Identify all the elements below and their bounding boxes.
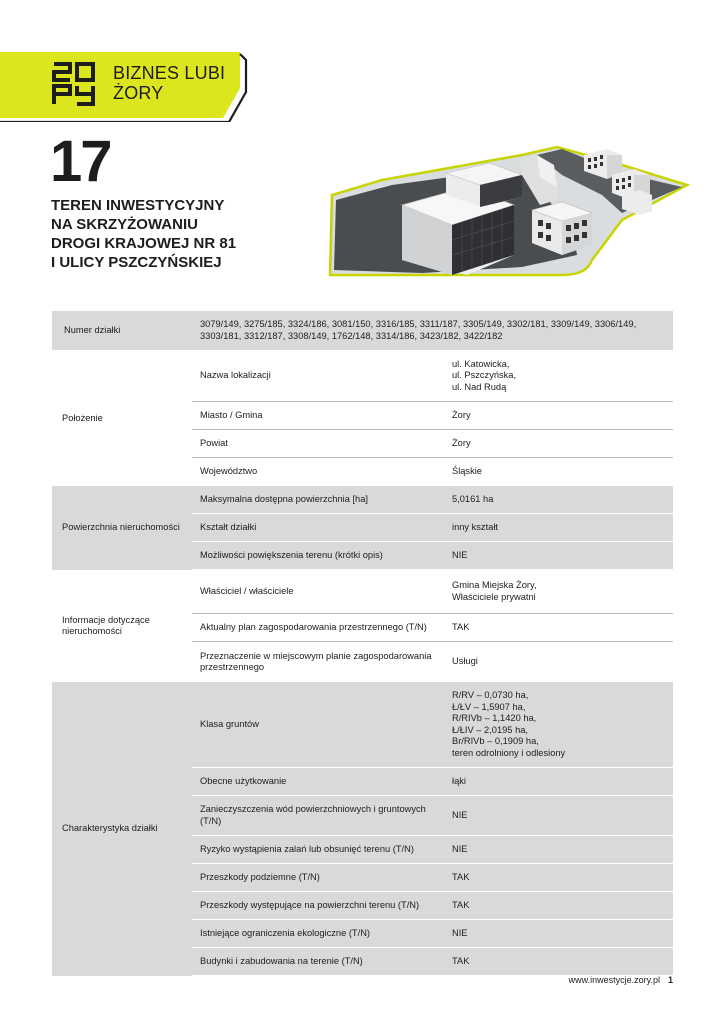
row-value: TAK xyxy=(452,899,470,910)
row-value-line: Gmina Miejska Żory, xyxy=(452,580,537,590)
row-key: Obecne użytkowanie xyxy=(200,775,287,786)
row-value: TAK xyxy=(452,955,470,966)
row-value-line: Ł/ŁV – 1,5907 ha, xyxy=(452,701,526,712)
row-value: łąki xyxy=(452,775,466,786)
table-row xyxy=(192,458,673,486)
row-value: Usługi xyxy=(452,656,478,667)
table-row xyxy=(192,682,673,768)
row-value-line: Ł/ŁIV – 2,0195 ha, xyxy=(452,724,528,735)
row-value-line: Właściciele prywatni xyxy=(452,591,536,602)
page-number: 1 xyxy=(667,975,673,985)
table-row xyxy=(192,351,673,402)
row-value-line: R/RV – 0,0730 ha, xyxy=(452,690,529,700)
plot-numbers-label: Numer działki xyxy=(64,324,121,335)
table-row xyxy=(192,614,673,642)
page-title xyxy=(51,196,291,272)
table-group-property-info xyxy=(52,570,673,682)
row-key: Kształt działki xyxy=(200,521,257,532)
table-row xyxy=(192,486,673,514)
table-row xyxy=(192,642,673,682)
row-value: 5,0161 ha xyxy=(452,493,494,504)
row-key: Właściciel / właściciele xyxy=(200,585,294,596)
row-value: Żory xyxy=(452,409,471,420)
table-row xyxy=(192,430,673,458)
row-value-line: ul. Pszczyńska, xyxy=(452,370,517,381)
row-value: NIE xyxy=(452,927,468,938)
table-row xyxy=(192,542,673,570)
table-group-plot-characteristics xyxy=(52,682,673,976)
row-value xyxy=(452,570,673,613)
group-label: Powierzchnia nieruchomości xyxy=(62,522,180,533)
table-row-plot-numbers xyxy=(52,311,673,351)
row-key: Przeszkody podziemne (T/N) xyxy=(200,871,320,882)
table-group-location xyxy=(52,351,673,486)
table-row xyxy=(192,836,673,864)
row-value: Żory xyxy=(452,437,471,448)
row-key: Istniejące ograniczenia ekologiczne (T/N) xyxy=(200,927,371,938)
site-number: 17 xyxy=(50,129,111,194)
table-row xyxy=(192,402,673,430)
table-row xyxy=(192,864,673,892)
title-line: I ULICY PSZCZYŃSKIEJ xyxy=(51,254,222,271)
footer xyxy=(569,975,673,985)
brand-line-1: BIZNES LUBI xyxy=(113,63,226,83)
table-row xyxy=(192,570,673,614)
row-key: Nazwa lokalizacji xyxy=(200,370,271,381)
row-value: inny kształt xyxy=(452,521,498,532)
row-key: Województwo xyxy=(200,466,258,477)
row-value-line: teren odrolniony i odlesiony xyxy=(452,747,566,758)
table-group-area xyxy=(52,486,673,570)
table-row xyxy=(192,768,673,796)
table-row xyxy=(192,514,673,542)
row-key: Zanieczyszczenia wód powierzchniowych i gruntowych (T/N) xyxy=(200,804,426,826)
row-value: NIE xyxy=(452,809,468,820)
table-row xyxy=(192,892,673,920)
row-key: Maksymalna dostępna powierzchnia [ha] xyxy=(200,493,368,504)
table-row xyxy=(192,948,673,976)
group-label: Położenie xyxy=(62,412,103,423)
title-line: TEREN INWESTYCYJNY xyxy=(51,197,225,214)
title-line: NA SKRZYŻOWANIU xyxy=(51,216,198,233)
row-value-line: R/RIVb – 1,1420 ha, xyxy=(452,713,537,723)
zory-logo-icon xyxy=(52,60,96,106)
row-value xyxy=(452,351,673,401)
row-key: Aktualny plan zagospodarowania przestrzennego (T/N) xyxy=(200,621,427,632)
site-data-table xyxy=(52,311,673,976)
row-key: Budynki i zabudowania na terenie (T/N) xyxy=(200,955,363,966)
row-value-line: ul. Katowicka, xyxy=(452,358,510,369)
plot-numbers-value: 3079/149, 3275/185, 3324/186, 3081/150, 3316/185, 3311/187, 3305/149, 3302/181, 3309/149, 3306/149, 3303/181, 3312/187, 3308/149, 1762/148, 3314/186, 3423/182, 3422/182 xyxy=(200,319,637,341)
row-value: TAK xyxy=(452,621,470,632)
footer-url[interactable]: www.inwestycje.zory.pl xyxy=(568,975,660,985)
row-value: NIE xyxy=(452,549,468,560)
brand-line-2: ŻORY xyxy=(113,83,164,103)
row-key: Klasa gruntów xyxy=(200,718,259,729)
row-key: Możliwości powiększenia terenu (krótki opis) xyxy=(200,549,383,560)
title-line: DROGI KRAJOWEJ NR 81 xyxy=(51,235,237,252)
table-row xyxy=(192,796,673,836)
group-label: Informacje dotyczące nieruchomości xyxy=(62,614,150,636)
investment-area-render xyxy=(322,125,692,285)
row-key: Przeszkody występujące na powierzchni terenu (T/N) xyxy=(200,899,420,910)
brand-text xyxy=(113,63,225,103)
table-row xyxy=(192,920,673,948)
row-value-line: Br/RIVb – 0,1909 ha, xyxy=(452,736,539,746)
group-label: Charakterystyka działki xyxy=(62,823,158,834)
row-value: TAK xyxy=(452,871,470,882)
row-key: Powiat xyxy=(200,437,228,448)
row-key: Miasto / Gmina xyxy=(200,409,263,420)
row-key: Przeznaczenie w miejscowym planie zagospodarowania przestrzennego xyxy=(200,650,432,672)
row-key: Ryzyko wystąpienia zalań lub obsunięć terenu (T/N) xyxy=(200,843,414,854)
row-value: Śląskie xyxy=(452,466,482,477)
row-value xyxy=(452,682,673,767)
row-value-line: ul. Nad Rudą xyxy=(452,381,507,392)
row-value: NIE xyxy=(452,843,468,854)
